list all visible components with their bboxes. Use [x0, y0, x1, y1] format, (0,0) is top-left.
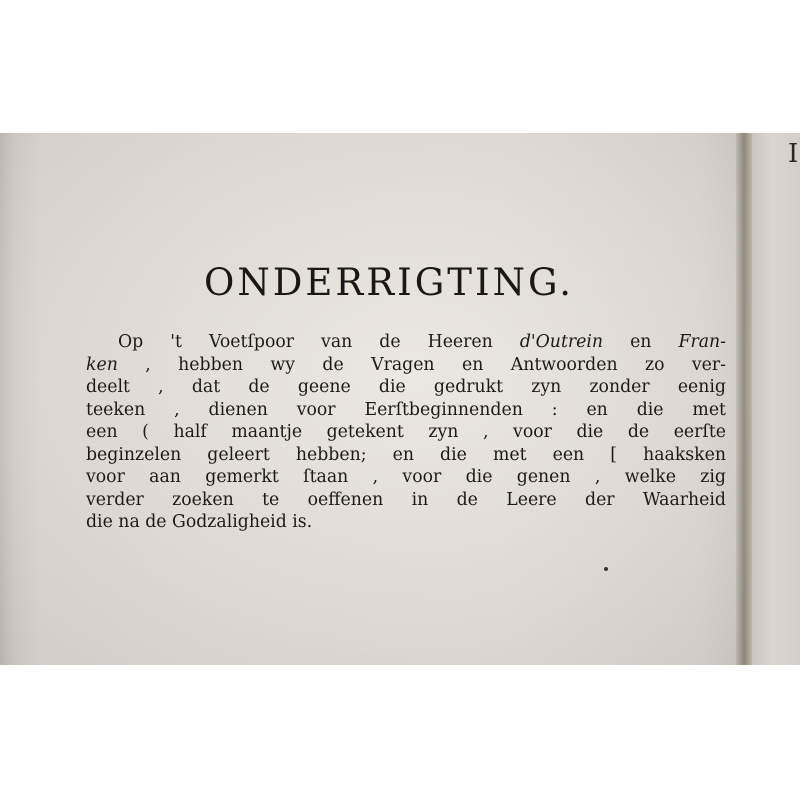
book-photo: [0, 133, 800, 665]
facing-page-edge: [752, 133, 800, 665]
show-through-texture: [90, 141, 730, 161]
text-line-3: deelt , dat de geene die gedrukt zyn zonder eenig: [86, 377, 726, 397]
text-line-4: teeken , dienen voor Eerſtbeginnenden : en die met: [86, 399, 726, 420]
ink-speck: [604, 567, 608, 571]
text-line-2: ken , hebben wy de Vragen en Antwoorden zo ver-: [86, 354, 726, 375]
text-line-6: beginzelen geleert hebben; en die met een [ haaksken: [86, 444, 726, 465]
text-line-5: een ( half maantje getekent zyn , voor die de eerſte: [86, 422, 726, 442]
paragraph: [86, 331, 726, 534]
text-line-1: Op 't Voetſpoor van de Heeren d'Outrein en Fran-: [118, 332, 727, 352]
text-line-9: die na de Godzaligheid is.: [86, 512, 313, 532]
book-gutter: [736, 133, 752, 665]
text-line-8: verder zoeken te oeffenen in de Leere der Waarheid: [86, 489, 726, 510]
page-heading: ONDERRIGTING.: [204, 261, 574, 304]
facing-page-glyph: I: [788, 139, 799, 169]
text-line-7: voor aan gemerkt ſtaan , voor die genen , welke zig: [86, 467, 726, 487]
book-page: [0, 133, 748, 665]
